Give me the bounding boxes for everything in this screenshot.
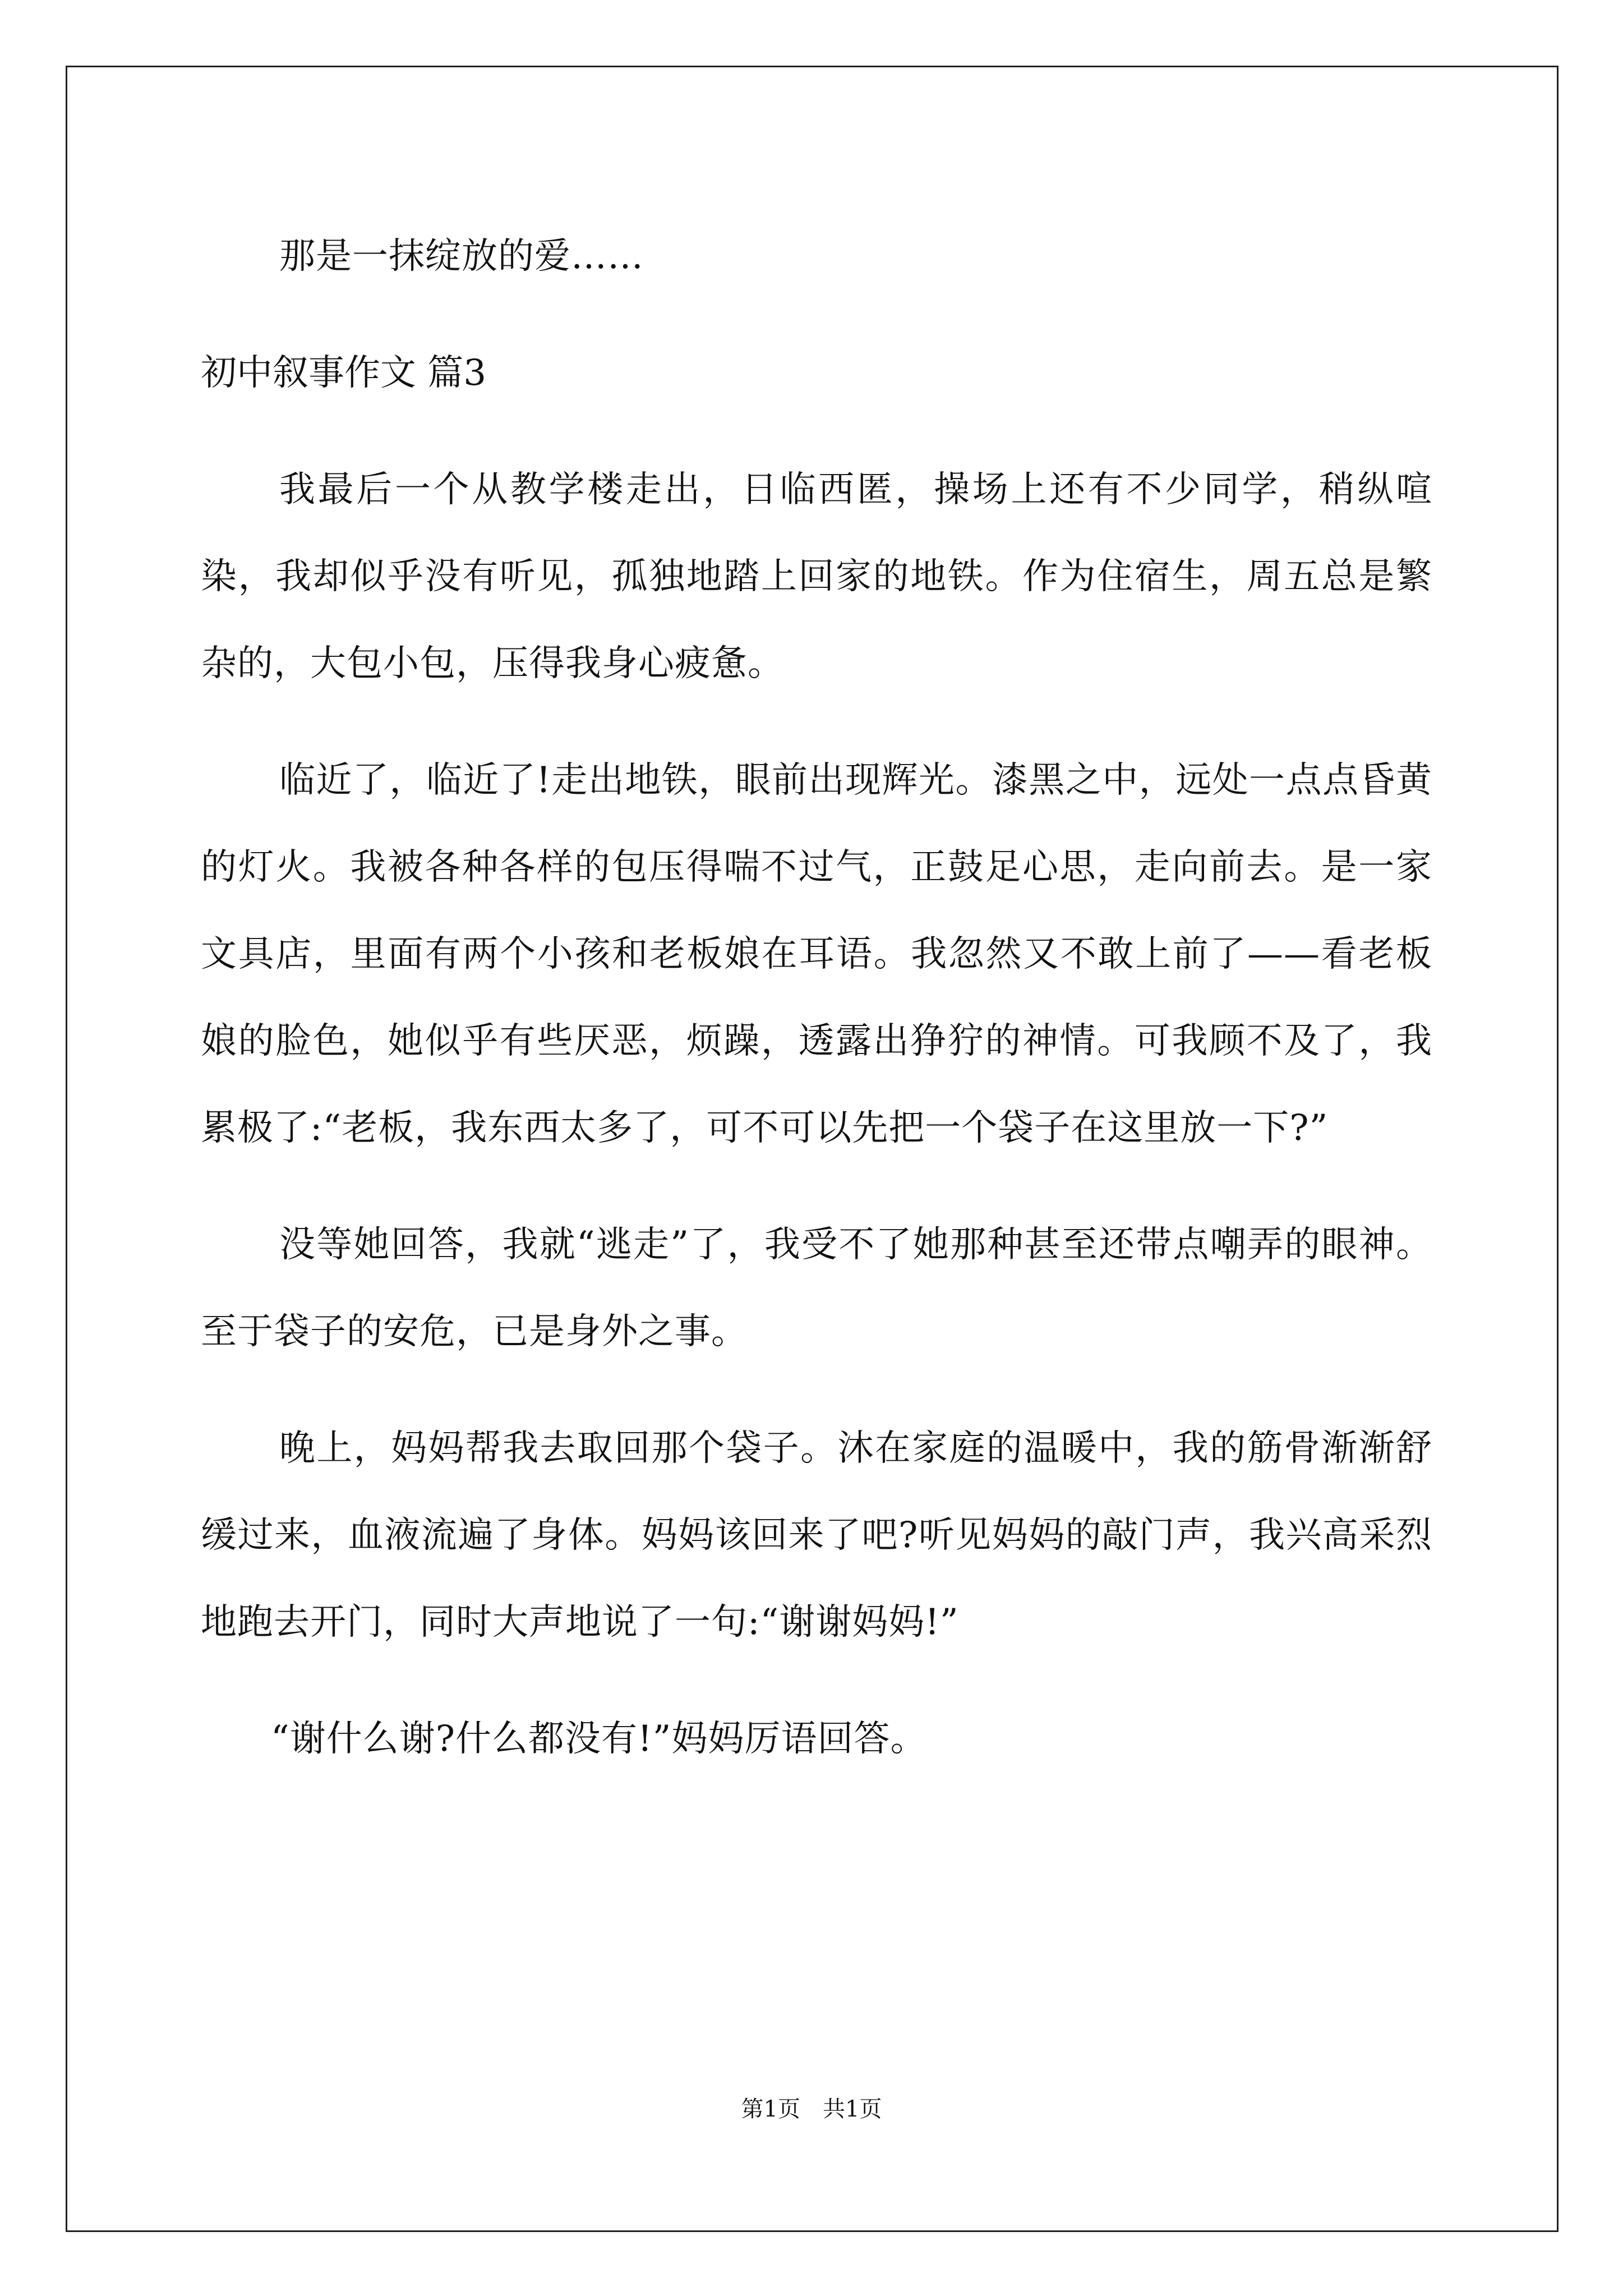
paragraph-closing-line: 那是一抹绽放的爱…… — [279, 236, 644, 277]
document-body — [201, 213, 1432, 1812]
section-title: 初中叙事作文 篇3 — [201, 352, 487, 394]
paragraph-4: 晚上，妈妈帮我去取回那个袋子。沐在家庭的温暖中，我的筋骨渐渐舒缓过来，血液流遍了身体。妈妈该回来了吧?听见妈妈的敲门声，我兴高采烈地跑去开门，同时大声地说了一句:“谢谢妈妈!” — [201, 1428, 1432, 1643]
paragraph-3: 没等她回答，我就“逃走”了，我受不了她那种甚至还带点嘲弄的眼神。至于袋子的安危，已是身外之事。 — [201, 1224, 1432, 1352]
paragraph-1: 我最后一个从教学楼走出，日临西匿，操场上还有不少同学，稍纵喧染，我却似乎没有听见，孤独地踏上回家的地铁。作为住宿生，周五总是繁杂的，大包小包，压得我身心疲惫。 — [201, 469, 1432, 684]
page-footer: 第1页 共1页 — [741, 2096, 882, 2122]
paragraph-2: 临近了，临近了!走出地铁，眼前出现辉光。漆黑之中，远处一点点昏黄的灯火。我被各种各样的包压得喘不过气，正鼓足心思，走向前去。是一家文具店，里面有两个小孩和老板娘在耳语。我忽然又不敢上前了——看老板娘的脸色，她似乎有些厌恶，烦躁，透露出狰狞的神情。可我顾不及了，我累极了:“老板，我东西太多了，可不可以先把一个袋子在这里放一下?” — [201, 760, 1432, 1149]
paragraph-5: “谢什么谢?什么都没有!”妈妈厉语回答。 — [271, 1718, 927, 1760]
